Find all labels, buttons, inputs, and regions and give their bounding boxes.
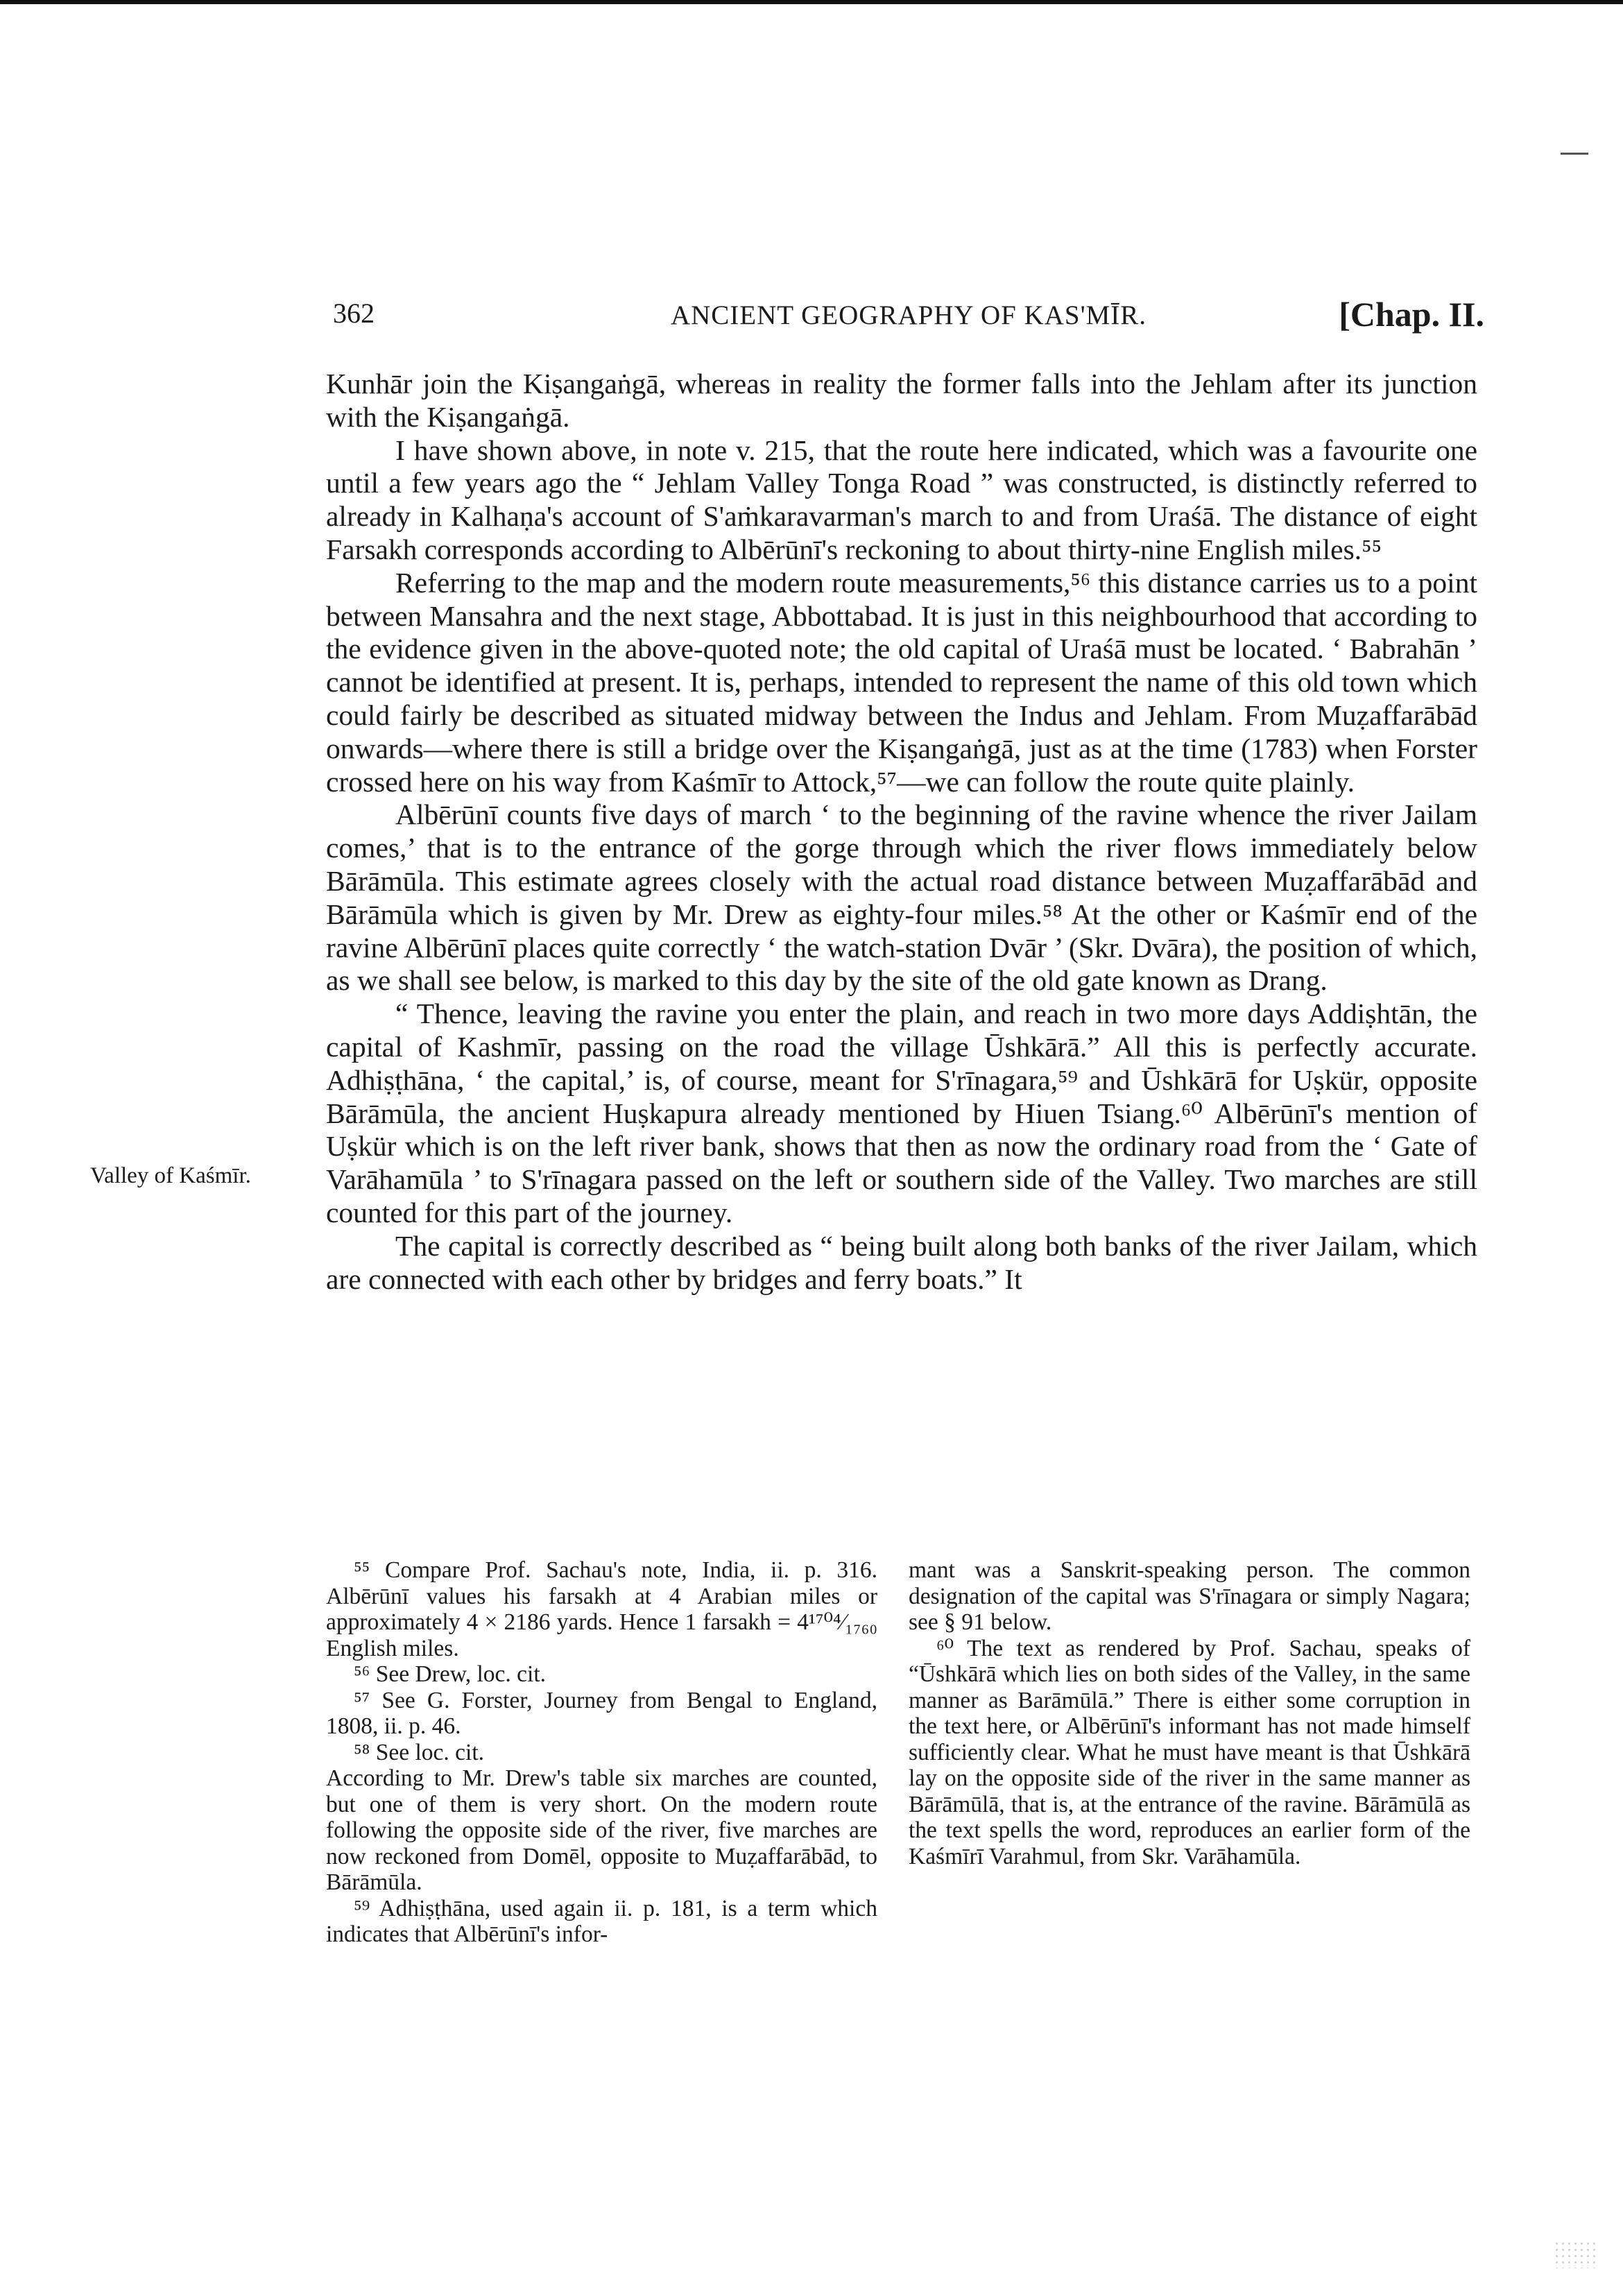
margin-mark [1561,153,1588,155]
footnote: ⁶⁰ The text as rendered by Prof. Sachau, speaks of “Ūshkārā which lies on both sides of the Valley, in the same manner as Barāmūlā.” There is either some corruption in the text here, or Albērūnī's informant has not made himself sufficiently clear. What he must have meant is that Ūshkārā lay on the opposite side of the river in the same manner as Bārāmūlā, that is, at the entrance of the ravine. Bārāmūlā as the text spells the word, reproduces an earlier form of the Kaśmīrī Varahmul, from Skr. Varāhamūla. [909,1635,1470,1869]
paragraph: The capital is correctly described as “ being built along both banks of the river Jailam, which are connected with each other by bridges and ferry boats.” It [326,1229,1477,1295]
footnote: ⁵⁹ Adhiṣṭhāna, used again ii. p. 181, is a term which indicates that Albērūnī's infor- [326,1895,877,1947]
paragraph: Kunhār join the Kiṣangaṅgā, whereas in reality the former falls into the Jehlam after its junction with the Kiṣangaṅgā. [326,368,1477,433]
page-number: 362 [333,298,375,329]
footnote: ⁵⁷ See G. Forster, Journey from Bengal to England, 1808, ii. p. 46. [326,1687,877,1739]
footnotes-right-column [909,1557,1470,1869]
footnote: According to Mr. Drew's table six marches are counted, but one of them is very short. On the modern route following the opposite side of the river, five marches are now reckoned from Domēl, opposite to Muẓaffarābād, to Bārāmūla. [326,1765,877,1895]
scan-noise [1554,2241,1595,2268]
footnote: ⁵⁸ See loc. cit. [354,1739,485,1765]
paragraph: Referring to the map and the modern route measurements,⁵⁶ this distance carries us to a point between Mansahra and the next stage, Abbottabad. It is just in this neighbourhood that according to the evidence given in the above-quoted note; the old capital of Uraśā must be located. ‘ Babrahān ’ cannot be identified at present. It is, perhaps, intended to represent the name of this old town which could fairly be described as situated midway between the Indus and Jehlam. From Muẓaffarābād onwards—where there is still a bridge over the Kiṣangaṅgā, just as at the time (1783) when Forster crossed here on his way from Kaśmīr to Attock,⁵⁷—we can follow the route quite plainly. [326,566,1477,798]
paragraph: I have shown above, in note v. 215, that the route here indicated, which was a favourite one until a few years ago the “ Jehlam Valley Tonga Road ” was constructed, is distinctly referred to already in Kalhaṇa's account of S'aṁkaravarman's march to and from Uraśā. The distance of eight Farsakh corresponds according to Albērūnī's reckoning to about thirty-nine English miles.⁵⁵ [326,434,1477,565]
footnotes-left-column [326,1557,877,1948]
chapter-label: [Chap. II. [1339,295,1484,334]
footnote: ⁵⁶ See Drew, loc. cit. [354,1661,546,1687]
footnote: mant was a Sanskrit-speaking person. The common designation of the capital was S'rīnagara or simply Nagara; see § 91 below. [909,1557,1470,1635]
paragraph: Albērūnī counts five days of march ‘ to the beginning of the ravine whence the river Jailam comes,’ that is to the entrance of the gorge through which the river flows immediately below Bārāmūla. This estimate agrees closely with the actual road distance between Muẓaffarābād and Bārāmūla which is given by Mr. Drew as eighty-four miles.⁵⁸ At the other or Kaśmīr end of the ravine Albērūnī places quite correctly ‘ the watch-station Dvār ’ (Skr. Dvāra), the position of which, as we shall see below, is marked to this day by the site of the old gate known as Drang. [326,798,1477,997]
running-title: ANCIENT GEOGRAPHY OF KAS'MĪR. [670,300,1147,330]
footnote: ⁵⁵ Compare Prof. Sachau's note, India, ii. p. 316. Albērūnī values his farsakh at 4 Arabian miles or approximately 4 × 2186 yards. Hence 1 farsakh = 4¹⁷⁰⁴⁄₁₇₆₀ English miles. [326,1557,877,1661]
running-header [333,297,1484,345]
paragraph: “ Thence, leaving the ravine you enter the plain, and reach in two more days Addiṣhtān, the capital of Kashmīr, passing on the road the village Ūshkārā.” All this is perfectly accurate. Adhiṣṭhāna, ‘ the capital,’ is, of course, meant for S'rīnagara,⁵⁹ and Ūshkārā for Uṣkür, opposite Bārāmūla, the ancient Huṣkapura already mentioned by Hiuen Tsiang.⁶⁰ Albērūnī's mention of Uṣkür which is on the left river bank, shows that then as now the ordinary road from the ‘ Gate of Varāhamūla ’ to S'rīnagara passed on the left or southern side of the Valley. Two marches are still counted for this part of the journey. [326,997,1477,1228]
top-border [0,0,1623,4]
main-text [326,368,1477,1296]
margin-note: Valley of Kaśmīr. [90,1163,251,1188]
